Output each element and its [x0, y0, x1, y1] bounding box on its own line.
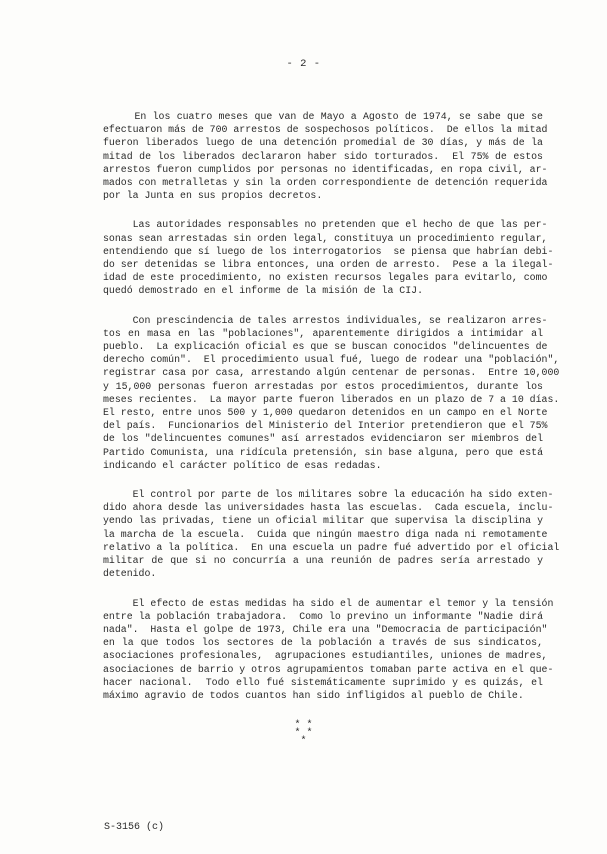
text-line: máximo agravio de todos cuantos han sido infligidos al pueblo de Chile. — [103, 689, 524, 701]
text-line: del país. Funcionarios del Ministerio del Interior pretendieron que el 75% — [103, 420, 548, 432]
text-line: asociaciones de barrio y otros agrupamientos tomaban parte activa en el que- — [103, 663, 554, 675]
paragraph-3 — [103, 314, 560, 472]
text-line: quedó demostrado en el informe de la misión de la CIJ. — [103, 285, 424, 297]
text-line: detenido. — [103, 568, 157, 580]
text-line: mados con metralletas y sin la orden correspondiente de detención requerida — [103, 177, 548, 189]
page-number: - 2 - — [286, 58, 321, 70]
text-line: y 15,000 personas fueron arrestadas por estos procedimientos, durante los — [103, 380, 543, 392]
text-line: registrar casa por casa, arrestando algún centenar de personas. Entre 10,000 — [103, 367, 560, 379]
text-line: entre la población trabajadora. Como lo previno un informante "Nadie dirá — [103, 610, 543, 622]
text-line: indicando el carácter político de esas redadas. — [103, 459, 382, 471]
text-line: de los "delincuentes comunes" así arrestados evidenciaron ser miembros del — [103, 433, 543, 445]
text-line: relativo a la política. En una escuela un padre fué advertido por el oficial — [103, 541, 560, 553]
paragraph-2 — [103, 218, 554, 297]
text-line: fueron liberados luego de una detención promedial de 30 días, y más de la — [103, 137, 543, 149]
text-line: entendiendo que sí luego de los interrogatorios se piensa que habrían debi- — [103, 245, 554, 257]
text-line: efectuaron más de 700 arrestos de sospechosos políticos. De ellos la mitad — [103, 124, 548, 136]
text-line: mitad de los liberados declararon haber sido torturados. El 75% de estos — [103, 150, 543, 162]
text-line: la marcha de la escuela. Cuida que ningún maestro diga nada ni remotamente — [103, 528, 548, 540]
text-line: El control por parte de los militares sobre la educación ha sido exten- — [103, 489, 554, 501]
text-line: hacer nacional. Todo ello fué sistemáticamente suprimido y es quizás, el — [103, 676, 543, 688]
paragraph-1 — [103, 110, 548, 202]
paragraph-5 — [103, 597, 554, 703]
text-line: El resto, entre unos 500 y 1,000 quedaron detenidos en un campo en el Norte — [103, 407, 548, 419]
text-line: asociaciones profesionales, agrupaciones estudiantiles, uniones de madres, — [103, 650, 548, 662]
document-code: S-3156 (c) — [104, 822, 165, 833]
text-line: Partido Comunista, una ridícula pretensión, sin base alguna, pero que está — [103, 446, 543, 458]
text-line: El efecto de estas medidas ha sido el de aumentar el temor y la tensión — [103, 597, 554, 609]
text-line: idad de este procedimiento, no existen recursos legales para evitarlo, como — [103, 272, 548, 284]
text-line: arrestos fueron cumplidos por personas no identificadas, en ropa civil, ar- — [103, 163, 548, 175]
text-line: dido ahora desde las universidades hasta las escuelas. Cada escuela, inclu- — [103, 502, 554, 514]
ornament-row: * * — [294, 720, 313, 731]
text-line: nada". Hasta el golpe de 1973, Chile era una "Democracia de participación" — [103, 623, 548, 635]
ornament-row: * * — [294, 728, 313, 739]
asterisk-ornament — [0, 722, 607, 746]
text-line: sonas sean arrestadas sin orden legal, constituya un procedimiento regular, — [103, 232, 548, 244]
text-line: pueblo. La explicación oficial es que se buscan conocidos "delincuentes de — [103, 341, 548, 353]
text-line: yendo las privadas, tiene un oficial militar que supervisa la disciplina y — [103, 515, 543, 527]
text-line: derecho común". El procedimiento usual fué, luego de rodear una "población", — [103, 354, 560, 366]
body-text — [103, 110, 560, 718]
text-line: do ser detenidas se libra entonces, una orden de arresto. Pese a la ilegal- — [103, 259, 554, 271]
text-line: Las autoridades responsables no pretenden que el hecho de que las per- — [103, 219, 548, 231]
text-line: en la que todos los sectores de la población a través de sus sindicatos, — [103, 637, 543, 649]
paragraph-4 — [103, 488, 560, 580]
text-line: En los cuatro meses que van de Mayo a Agosto de 1974, se sabe que se — [103, 111, 543, 122]
text-line: militar de que si no concurría a una reunión de padres sería arrestado y — [103, 555, 543, 567]
text-line: por la Junta en sus propios decretos. — [103, 190, 323, 202]
text-line: tos en masa en las "poblaciones", aparentemente dirigidos a intimidar al — [103, 327, 543, 339]
text-line: Con prescindencia de tales arrestos individuales, se realizaron arres- — [103, 314, 548, 326]
ornament-row: * — [300, 736, 307, 747]
text-line: meses recientes. La mayor parte fueron liberados en un plazo de 7 a 10 días. — [103, 393, 560, 405]
